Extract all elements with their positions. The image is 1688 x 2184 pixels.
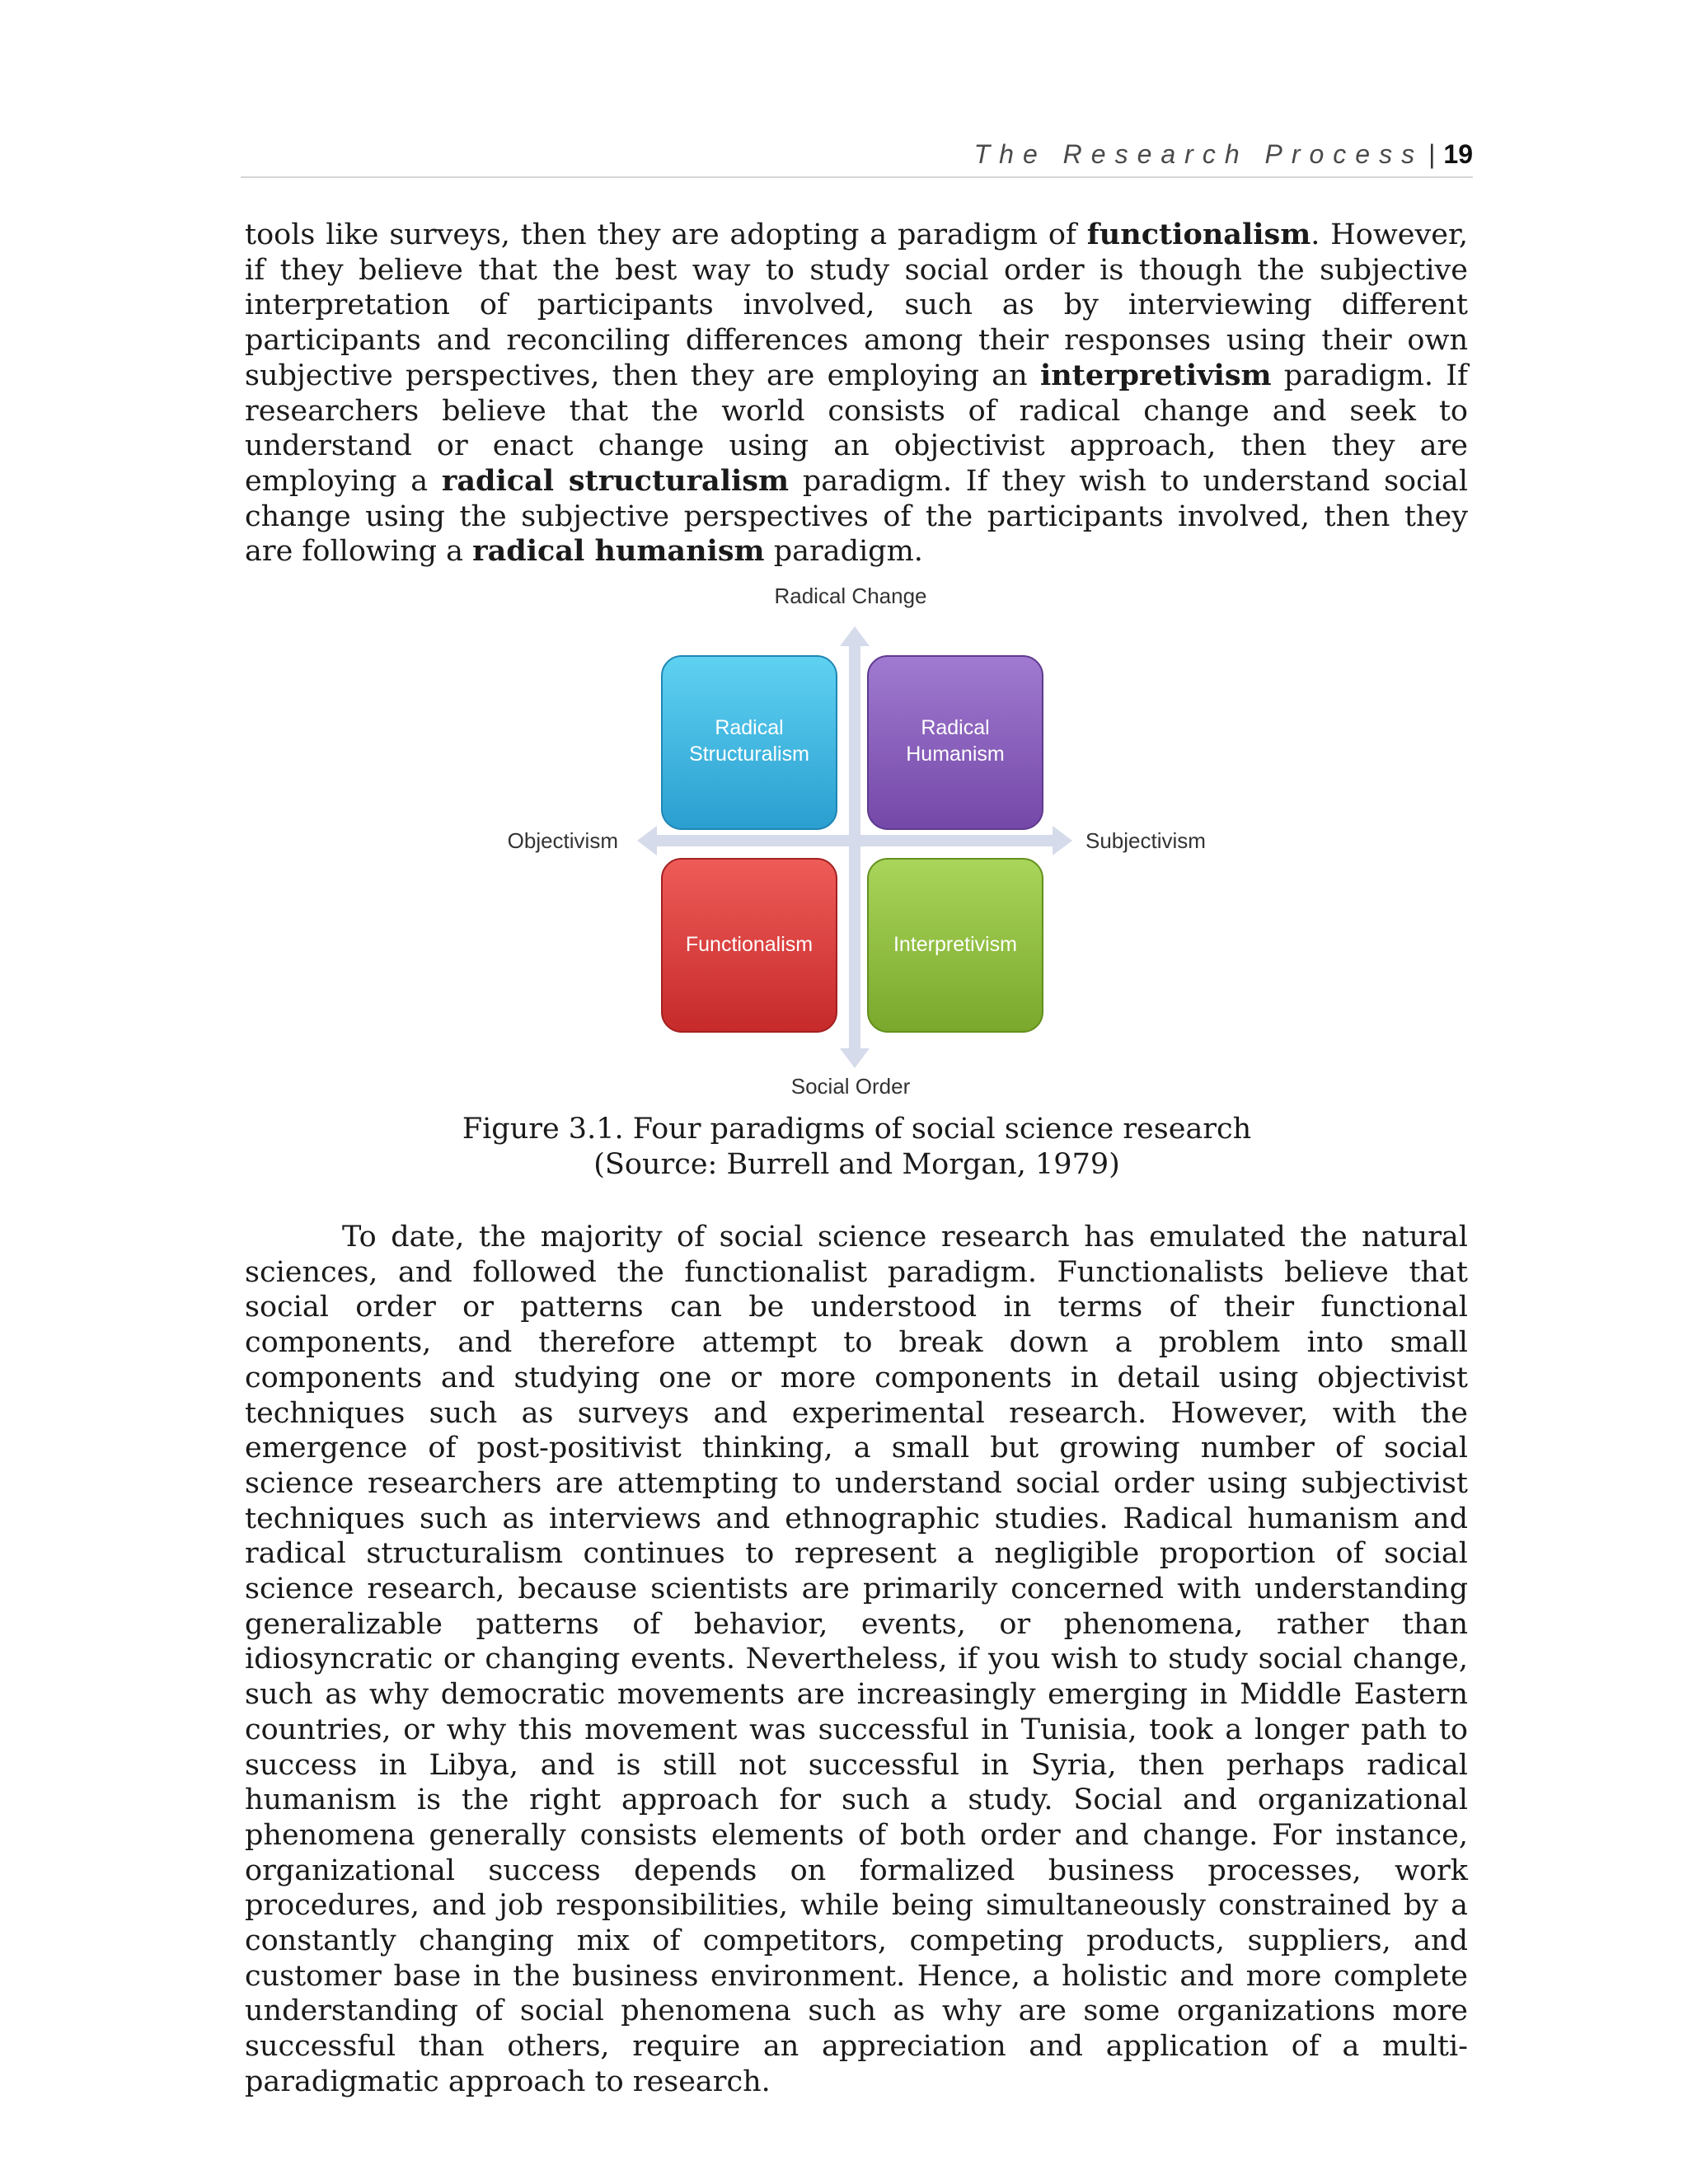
figure-caption xyxy=(241,1112,1473,1183)
axis-label-bottom: Social Order xyxy=(790,1074,911,1099)
quadrant-functionalism xyxy=(662,859,837,1032)
arrow-left-icon xyxy=(637,826,657,855)
arrow-right-icon xyxy=(1053,826,1072,855)
paradigms-diagram xyxy=(486,577,1228,1104)
term-radical-structuralism: radical structuralism xyxy=(441,463,790,498)
para1-text: paradigm. If they wish to understand social change using the subjective perspectives of the participants involved, then they are following a xyxy=(245,464,1468,569)
quadrant-label: Interpretivism xyxy=(893,933,1018,956)
term-radical-humanism: radical humanism xyxy=(472,534,765,569)
para1-text: . However, if they believe that the best way to study social order is though the subjective interpretation of participants involved, such as by interviewing different participants and reconciling differences among their responses using their own subjective perspectives, then they are employing an xyxy=(245,218,1469,392)
page-number: 19 xyxy=(1443,139,1473,169)
quadrant-interpretivism xyxy=(868,859,1043,1032)
quadrant-radical-structuralism xyxy=(662,656,837,829)
axis-label-top: Radical Change xyxy=(774,583,927,608)
arrow-down-icon xyxy=(840,1048,870,1068)
para1-text: tools like surveys, then they are adopting a paradigm of xyxy=(245,218,1087,251)
quadrant-label-line2: Structuralism xyxy=(689,743,809,766)
running-title: The Research Process xyxy=(973,139,1424,169)
para1-text: paradigm. xyxy=(764,535,923,569)
quadrant-radical-humanism xyxy=(868,656,1043,829)
axis-label-right: Subjectivism xyxy=(1085,828,1206,853)
horizontal-axis xyxy=(647,835,1062,846)
page-header xyxy=(241,138,1473,178)
quadrant-label-line1: Radical xyxy=(921,716,990,739)
quadrant-label: Functionalism xyxy=(685,933,814,956)
paragraph-paradigm-usage: To date, the majority of social science research has emulated the natural sciences, and followed the functionalist paradigm. Functionalists believe that social order or patterns can be understood in terms of their functional components, and therefore attempt to break down a problem into small components and studying one or more components in detail using objectivist techniques such as surveys and experimental research. However, with the emergence of post-positivist thinking, a small but growing number of social science researchers are attempting to understand social order using subjectivist techniques such as interviews and ethnographic studies. Radical humanism and radical structuralism continues to represent a negligible proportion of social science research, because scientists are primarily concerned with understanding generalizable patterns of behavior, events, or phenomena, rather than idiosyncratic or changing events. Nevertheless, if you wish to study social change, such as why democratic movements are increasingly emerging in Middle Eastern countries, or why this movement was successful in Tunisia, took a longer path to success in Libya, and is still not successful in Syria, then perhaps radical humanism is the right approach for such a study. Social and organizational phenomena generally consists elements of both order and change. For instance, organizational success depends on formalized business processes, work procedures, and job responsibilities, while being simultaneously constrained by a constantly changing mix of competitors, competing products, suppliers, and customer base in the business environment. Hence, a holistic and more complete understanding of social phenomena such as why are some organizations more successful than others, require an appreciation and application of a multi-paradigmatic approach to research. xyxy=(245,1221,1468,2098)
header-separator: | xyxy=(1428,139,1436,169)
caption-line1: Figure 3.1. Four paradigms of social science research xyxy=(462,1113,1252,1146)
term-interpretivism: interpretivism xyxy=(1039,358,1272,392)
paragraph-paradigms xyxy=(245,218,1468,569)
arrow-up-icon xyxy=(840,626,870,646)
term-functionalism: functionalism xyxy=(1086,218,1311,251)
quadrant-label-line2: Humanism xyxy=(906,743,1005,766)
paradigms-svg xyxy=(486,577,1228,1104)
quadrant-label-line1: Radical xyxy=(715,716,784,739)
caption-line2: (Source: Burrell and Morgan, 1979) xyxy=(593,1148,1120,1181)
axis-label-left: Objectivism xyxy=(507,828,618,853)
para1-text: paradigm. If researchers believe that the world consists of radical change and seek to understand or enact change using an objectivist approach, then they are employing a xyxy=(245,359,1469,498)
